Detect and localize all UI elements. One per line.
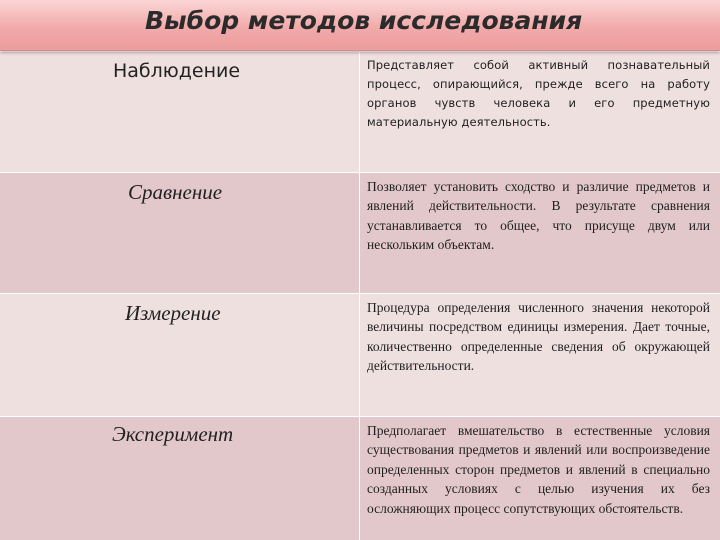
description-cell: [360, 52, 720, 172]
page-title: Выбор методов исследования: [145, 6, 583, 35]
method-name: Измерение: [125, 300, 221, 325]
description-cell: [360, 293, 720, 416]
table-row: [0, 172, 720, 293]
description-cell: [360, 172, 720, 293]
term-cell: [0, 293, 360, 416]
description-cell: [360, 416, 720, 540]
table-row: [0, 52, 720, 172]
term-cell: [0, 172, 360, 293]
term-cell: [0, 416, 360, 540]
methods-table: [0, 52, 720, 540]
method-description: Позволяет установить сходство и различие предметов и явлений действительности. В результате сравнения устанавливается то общее, что присуще двум или нескольким объектам.: [367, 178, 710, 252]
method-description: Процедура определения численного значения некоторой величины посредством единицы измерения. Дает точные, количественно определенные сведения об окружающей действительности.: [367, 299, 710, 373]
method-description: Предполагает вмешательство в естественные условия существования предметов и явлений или воспроизведение определенных сторон предметов и явлений в специально созданных условиях с целью изучения их без осложняющих процесс сопутствующих обстоятельств.: [367, 422, 710, 516]
method-description: Представляет собой активный познавательный процесс, опирающийся, прежде всего на работу органов чувств человека и его предметную материальную деятельность.: [367, 58, 710, 129]
table-row: [0, 293, 720, 416]
method-name: Наблюдение: [113, 60, 241, 82]
title-bar: [0, 0, 720, 51]
table-row: [0, 416, 720, 540]
term-cell: [0, 52, 360, 172]
method-name: Сравнение: [128, 179, 223, 204]
method-name: Эксперимент: [112, 421, 234, 446]
